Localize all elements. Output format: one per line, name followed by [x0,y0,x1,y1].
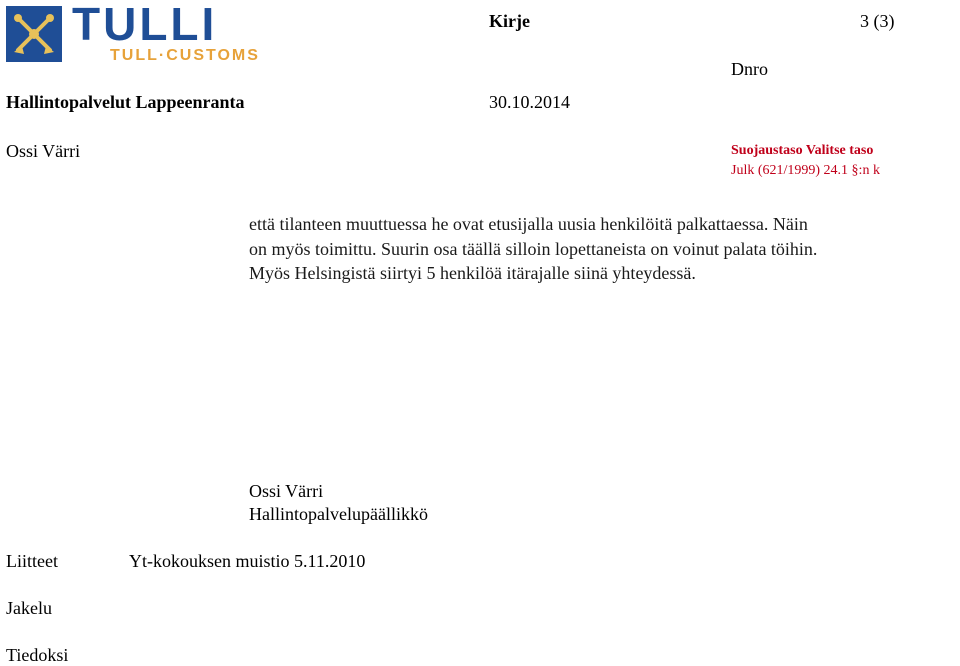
document-date: 30.10.2014 [489,92,570,112]
letter-body [249,212,949,286]
unit-name: Hallintopalvelut Lappeenranta [6,92,245,112]
logo-tagline: TULL·CUSTOMS [110,47,260,64]
signer-name: Ossi Värri [249,481,324,501]
body-line: on myös toimittu. Suurin osa täällä silloin lopettaneista on voinut palata töihin. [249,238,818,259]
distribution-label: Jakelu [6,598,52,618]
body-line: että tilanteen muuttuessa he ovat etusijalla uusia henkilöitä palkattaessa. Näin [249,214,808,234]
author-name: Ossi Värri [6,141,81,161]
customs-emblem-icon [6,6,62,62]
body-line: Myös Helsingistä siirtyi 5 henkilöä itärajalle siinä yhteydessä. [249,263,696,283]
dnro-label: Dnro [731,59,768,79]
logo-wordmark: TULLI [72,0,218,50]
document-type: Kirje [489,11,530,31]
info-label: Tiedoksi [6,645,69,665]
attachments-value: Yt-kokouksen muistio 5.11.2010 [129,551,366,571]
security-level: Suojaustaso Valitse taso [731,143,874,158]
signer-title: Hallintopalvelupäällikkö [249,504,428,524]
page-number: 3 (3) [860,11,895,31]
attachments-label: Liitteet [6,551,58,571]
publicity-class: Julk (621/1999) 24.1 §:n k [731,163,880,178]
